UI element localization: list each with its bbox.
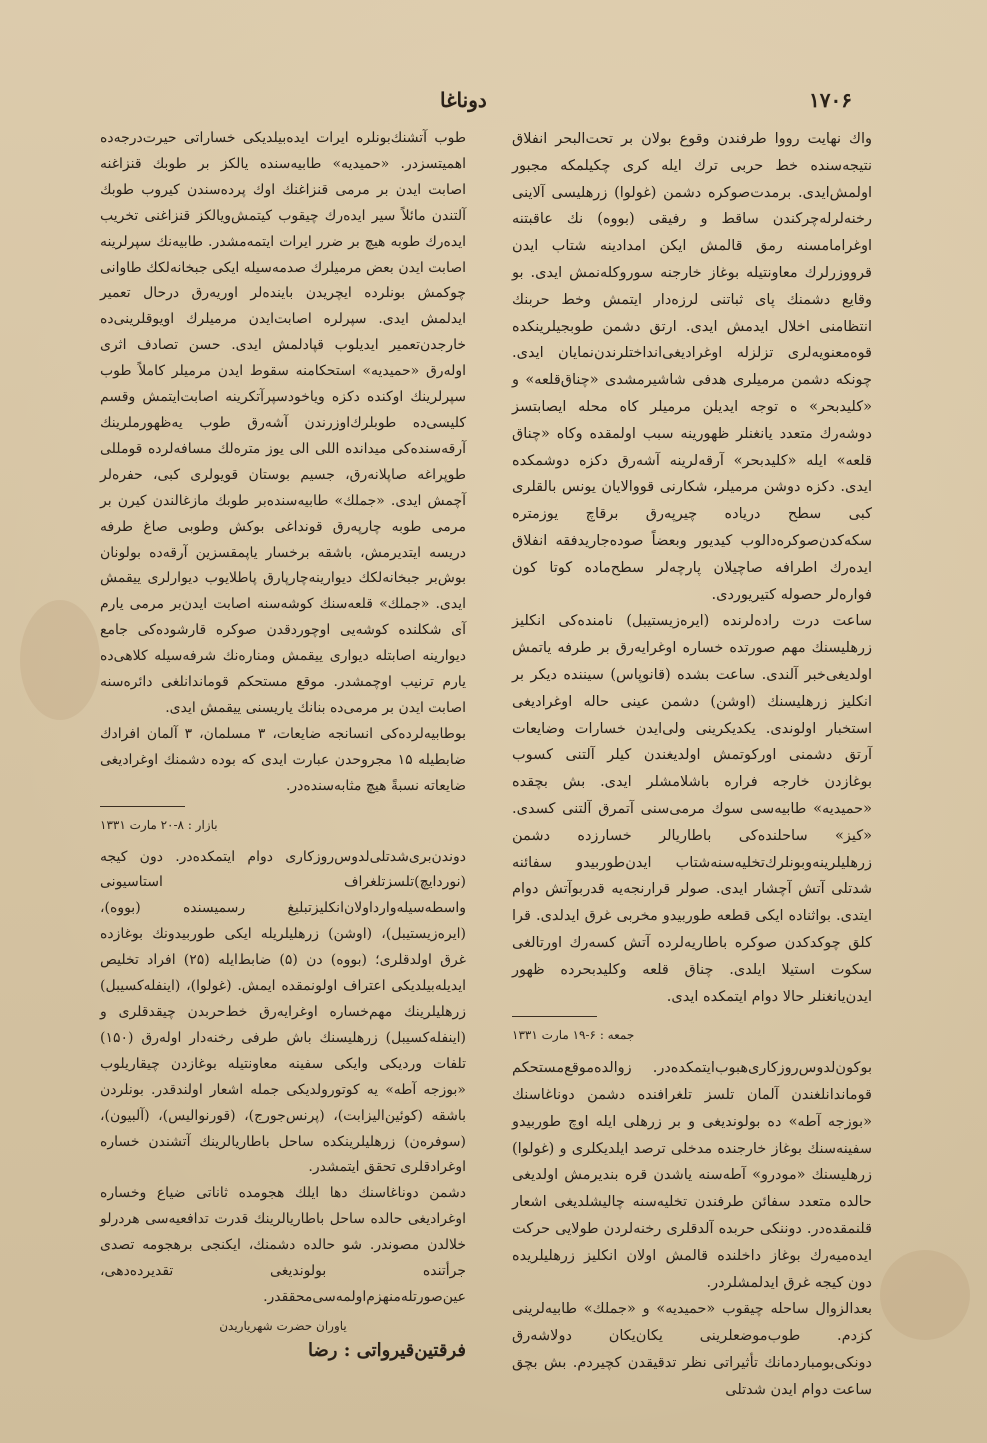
left-text-column xyxy=(100,126,466,1365)
paper-stain xyxy=(880,1250,970,1340)
paragraph: بوطابیه‌لرده‌کی انسانجه ضایعات، ۳ مسلمان، ۳ آلمان افرادك ضابطیله ۱۵ مجروحدن عبارت ایدی که بوده دشمنك اوغرادیغی ضایعاته نسبةً هیچ مثابه‌سنده‌در. xyxy=(100,725,467,794)
paragraph: دشمن دوناغاسنك دها ایلك هجومده ثاناتی ضیاع وخساره اوغرادیغی حالده ساحل باطاریالرینك قدرت تدافعیه‌سی هردرلو خلالدن مصوندر. شو حالده دشمنك، ایکنجی برهجومه تصدی جرأتنده بولوندیغی تقدیرده‌دهی، عین‌صورتله‌منهزم‌اولمه‌سی‌محققدر. xyxy=(100,1185,466,1305)
closing-note: یاوران حضرت شهریاریدن xyxy=(219,1318,347,1333)
paragraph: ساعت درت راده‌لرنده (ایره‌زیستیبل) نامنده‌کی انکلیز زرهلیسنك مهم صورتده خساره اوغرایه‌رق بر طرفه یاتمش اولدیغی‌خبر آلندی. ساعت بشده (قانوپاس) سیننده دیکر بر انکلیز زرهلیسنك (اوشن) دشمن عینی حاله اوغرادیغی استخبار اولوندی. یکدیکرینی ولی‌ایدن خسارات وضایعات آرتق دشمنی اورکوتمش اولدیغندن کیلر آلتنی کسوب بوغازدن خارجه فراره باشلامشلر ایدی. بش بچقده «حمیدیه» طابیه‌سی سوك مرمی‌سنی آتمرق آلتنی کسدی. «کیز» ساحلنده‌کی باطاریالر خسارزده دشمن زرهلیلرینه‌وبونلرك‌تخلیه‌سنه‌شتاب ایدن‌طوربیدو سفائنه شدتلی آتش آچشار ایدی. صولر قرارنجه‌یه قدربوآتش دوام ایتدی. بواثناده ایکی قطعه طوربیدو مخربی غرق ایدلدی. قرا کلق چوکدکدن صوکره باطاریه‌لرده آتش کسه‌رك اورتالغی سکوت استیلا ایلدی. چناق قلعه وکلیدبحرده ظهور ایدن‌یانغنلر حالا دوام ایتمکده ایدی. xyxy=(512,613,872,1005)
page-header xyxy=(0,88,987,116)
paragraph: دوندن‌بری‌شدتلی‌لدوس‌روزکاری دوام ایتمکده‌در. دون کیجه (نوردایچ)تلسز‌تلغراف استاسیونی واسطه‌سیله‌وارداولان‌انکلیز‌تبلیغ رسمیسنده (بووه)، (ایره‌زیستیبل)، (اوشن) زرهلیلریله ایکی طوربیدونك بوغازده غرق اولدقلری؛ (بووه) دن (۵) ضابط‌ایله (۲۵) افراد تخلیص ایدیله‌بیلدیکی اعتراف اولونمقده ایمش. (غولوا)، (اینفله‌کسیبل) زرهلیلرینك مهم‌خساره اوغرایه‌رق خط‌حربدن چیقدقلری و (اینفله‌کسیبل) زرهلیسنك باش طرفی رخنه‌دار اوله‌رق (۱۵۰) تلفات وردیکی وایکی سفینه معاونتیله بوغازدن چیقاریلوب «بوزجه آطه» یه کوتورولدیکی جمله اشعار اولندقدر. بونلردن باشقه (کوئین‌الیزابت)، (پرنس‌جورج)، (قورنوالیس)، (آلبیون)، (سوفره‌ن) زرهلیلرینکده ساحل باطاریالرینك آتشندن خساره اوغرادقلری تحقق ایتمشدر. xyxy=(100,848,466,1176)
signature: فرقتین‌قیرواتی : رضا xyxy=(307,1339,466,1361)
running-title: دوناغا xyxy=(440,88,487,112)
paragraph: بوکون‌لدوس‌روزکاری‌هبوب‌ایتمکده‌در. زوالده‌موقع‌مستحکم قوماندانلغندن آلمان تلسز تلغرافنده دشمن دوناغاسنك «بوزجه آطه» ده بولوندیغی و بر زرهلی ایله اوچ طوربیدو سفینه‌سنك بوغاز خارجنده مدخلی ترصد ایلدیکلری و (غولوا) زرهلیسنك «مودرو» آطه‌سنه یاشدن قره بندیرمش اولدیغی حالده متعدد سفائن طرفندن تخلیه‌سنه چالیشلدیغی اشعار قلنمقده‌در. دوننکی حربده آلدقلری رخنه‌لردن طولایی حرکت ایده‌میه‌رك بوغاز داخلنده قالمش اولان انکلیز زرهلیلریده دون کیجه غرق ایدلمشلر‌در. xyxy=(512,1060,872,1291)
page-number: ۱۷۰۶ xyxy=(809,88,852,112)
paragraph: واك نهایت رووا طرفندن وقوع بولان بر تحت‌البحر انفلاق نتیجه‌سنده خط حربی ترك ایله کری چکیلمکه مجبور اولمش‌ایدی. برمدت‌صوکره دشمن (غولوا) زرهلیسی آلاینی رخنه‌لرله‌چرکندن ساقط و رفیقی (بووه) نك عاقبتنه اوغرامامسنه رمق قالمش ایکن امدادینه شتاب ایدن قرووزرلرك معاونتیله بوغاز خارجنه سوروکله‌نمش ایدی. بو وقایع دشمنك پای ثباتنی لرزه‌دار ایتمش وخط حربنك انتظامنی اخلال ایدمش ایدی. ارتق دشمن طوبجیلرینکده قوه‌معنویه‌لری تزلزله اوغرادیغی‌انداختلرندن‌نمایان ایدی. چونکه دشمن مرمیلری هدفی شاشیرمشدی «چناق‌قلعه» و «کلیدبحر» ه توجه ایدیلن مرمیلر کاه محله ایصابتسز دوشه‌رك متعدد یانغنلر ظهورینه سبب اولمقده وکاه «چناق قلعه» ایله «کلیدبحر» آرقه‌لرینه آشه‌رق دکزه دوشمکده ایدی. دکزه دوشن مرمیلر، شکارنی قووالایان یونس بالقلری کبی سطح دریاده چیرپه‌رق برقاچ یوزمتره سکه‌کدن‌صوکره‌دالوب کیدیور وبعضاً صوده‌جاریدفقه انفلاق ایده‌رك اطرافه صاچیلان پارچه‌لر سطح‌ماده کوتا کون فواره‌لر حصوله کتیریوردی. xyxy=(512,131,872,603)
paragraph: طوب آتشنك‌بونلره ایرات ایده‌بیلدیکی خساراتی حیرت‌درجه‌ده اهمیتسزدر. «حمیدیه» طابیه‌سنده یالکز بر طوبك قنزاغنه اصابت ایدن بر مرمی قنزاغنك اوك پرده‌سندن کیروب طوبك آلتندن مائلاً سیر ایده‌رك چیقوب کیتمش‌ویالکز قنزاغنی تخریب ایده‌رك طوبه هیچ بر ضرر ایرات ایتمه‌مشدر. طابیه‌نك سپرلرینه اصابت ایدن بعض مرمیلرك صدمه‌سیله ایکی جبخانه‌لکك طاوانی چوکمش بونلرده ایچریدن باینده‌لر اوریه‌رق درحال تعمیر ایدلمش ایدی. سپرلره اصابت‌ایدن مرمیلرك اویوقلرینی‌ده خارجدن‌تعمیر ایدیلوب قپادلمش ایدی. حسن تصادف اثری اوله‌رق «حمیدیه» استحکامنه سقوط ایدن مرمیلر کاملاً طوب سپرلرینك اوکنده دکزه ویاخود‌سپرآتکرینه اصابت‌ایتمش وقسم کلیسی‌ده طوبلرك‌اوزرندن آشه‌رق طوب یه‌ظهورملرینك آرقه‌سنده‌کی میدانده اللی الی یوز متره‌لك مسافه‌لرده قومللی طوپراغه صاپلانه‌رق، جسیم بوستان قویولری کبی، حفره‌لر آچمش ایدی. «جملك» طابیه‌سنده‌بر طوبك مازغالندن کیرن بر مرمی طوبه چارپه‌رق قونداغی بوکش وطوبی صاغ طرفه دریسه ایتدیرمش، باشقه برخسار یاپمقسزین آرقه‌ده بولونان بوش‌بر جبخانه‌لکك دیوارینه‌چارپارق پاطلایوب دیوارلری ییقمش ایدی. «جملك» قلعه‌سنك کوشه‌سنه اصابت ایدن‌بر مرمی یارم آی شکلنده کوشه‌یی اوچوردقدن صوکره قارشوده‌کی جامع دیوارینه اصابتله دیواری ییقمش ومناره‌نك شرفه‌سیله کلاهی‌ده یارم ترنیب اوچمشدر. موقع مستحکم قوماندانلغی دائره‌سنه اصابت ایدن بر مرمی‌ده بنانك یاریسنی ییقمش ایدی. xyxy=(100,130,466,716)
paragraph: بعدالزوال ساحله چیقوب «حمیدیه» و «جملك» طابیه‌لرینی کزدم. طوب‌موضعلرینی یکان‌یکان دولاشه‌رق دونکی‌بومباردمانك تأثیراتی نظر تدقیقدن کچیردم. بش بچق ساعت دوام ایدن شدتلی xyxy=(512,1301,872,1398)
dateline: بازار : ۸-۲۰ مارت ۱۳۳۱ xyxy=(100,817,218,832)
section-divider xyxy=(512,1016,597,1017)
section-divider xyxy=(100,806,185,807)
right-text-column xyxy=(512,126,872,1404)
dateline: جمعه : ۶-۱۹ مارت ۱۳۳۱ xyxy=(512,1028,635,1043)
paper-stain xyxy=(20,600,100,720)
